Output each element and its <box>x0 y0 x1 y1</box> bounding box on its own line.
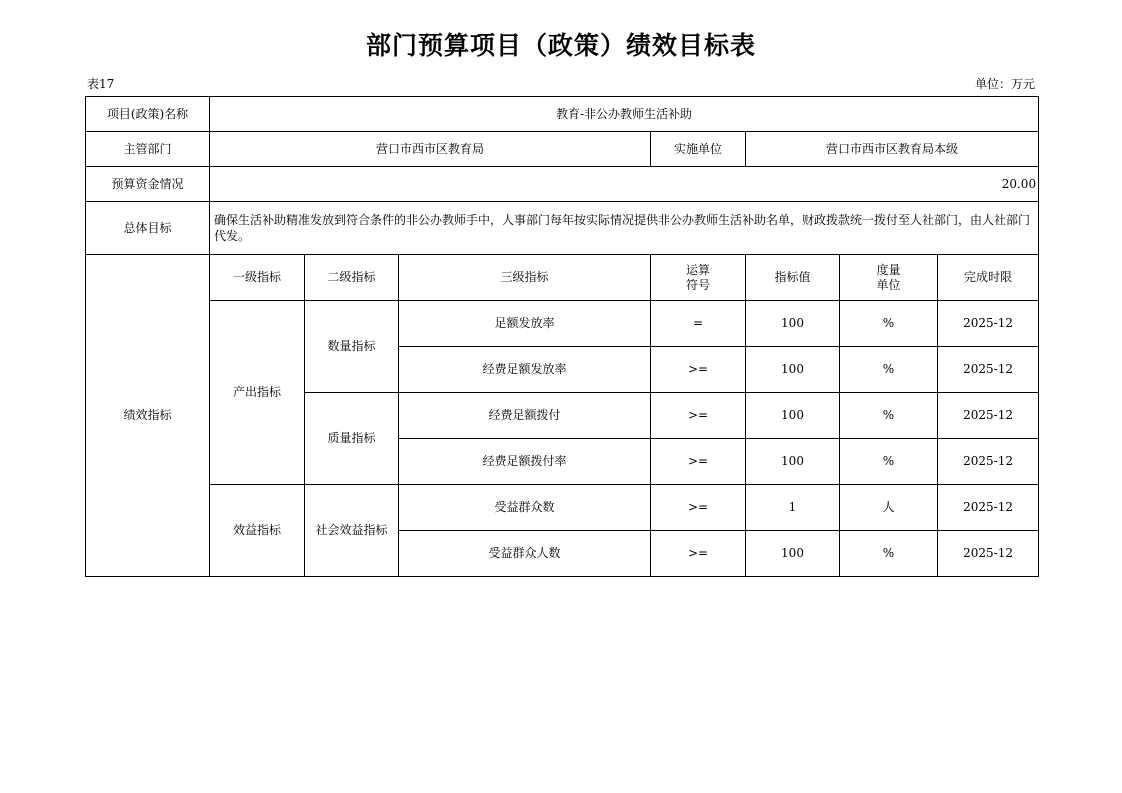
value-cell: 100 <box>746 393 840 439</box>
indicator-header-row <box>86 255 1039 301</box>
unit-label: 单位：万元 <box>974 77 1035 91</box>
operator-cell: >= <box>651 393 746 439</box>
budget-row <box>86 167 1039 202</box>
department-row <box>86 132 1039 167</box>
unit-cell: % <box>840 393 938 439</box>
deadline-cell: 2025-12 <box>938 393 1039 439</box>
performance-target-table <box>85 96 1039 577</box>
budget-value: 20.00 <box>210 167 1039 202</box>
deadline-cell: 2025-12 <box>938 301 1039 347</box>
value-cell: 100 <box>746 531 840 577</box>
implementing-unit-value: 营口市西市区教育局本级 <box>746 132 1039 167</box>
level3-cell: 受益群众数 <box>399 485 651 531</box>
deadline-cell: 2025-12 <box>938 439 1039 485</box>
unit-cell: % <box>840 531 938 577</box>
goal-row <box>86 202 1039 255</box>
performance-indicator-label: 绩效指标 <box>86 255 210 577</box>
deadline-cell: 2025-12 <box>938 347 1039 393</box>
level2-quantity: 数量指标 <box>305 301 399 393</box>
department-label: 主管部门 <box>86 132 210 167</box>
header-level2: 二级指标 <box>305 255 399 301</box>
value-cell: 100 <box>746 301 840 347</box>
table-row <box>86 301 1039 347</box>
department-value: 营口市西市区教育局 <box>210 132 651 167</box>
header-value: 指标值 <box>746 255 840 301</box>
deadline-cell: 2025-12 <box>938 531 1039 577</box>
header-unit: 度量 单位 <box>840 255 938 301</box>
header-deadline: 完成时限 <box>938 255 1039 301</box>
table-row <box>86 485 1039 531</box>
operator-cell: >= <box>651 485 746 531</box>
value-cell: 1 <box>746 485 840 531</box>
budget-label: 预算资金情况 <box>86 167 210 202</box>
level3-cell: 经费足额发放率 <box>399 347 651 393</box>
level3-cell: 经费足额拨付 <box>399 393 651 439</box>
level1-output: 产出指标 <box>210 301 305 485</box>
operator-cell: >= <box>651 531 746 577</box>
header-operator: 运算 符号 <box>651 255 746 301</box>
page-title: 部门预算项目（政策）绩效目标表 <box>365 31 756 60</box>
level3-cell: 经费足额拨付率 <box>399 439 651 485</box>
level3-cell: 足额发放率 <box>399 301 651 347</box>
header-level1: 一级指标 <box>210 255 305 301</box>
unit-cell: % <box>840 439 938 485</box>
project-name-value: 教育-非公办教师生活补助 <box>210 97 1039 132</box>
value-cell: 100 <box>746 439 840 485</box>
level2-social-benefit: 社会效益指标 <box>305 485 399 577</box>
value-cell: 100 <box>746 347 840 393</box>
overall-goal-text: 确保生活补助精准发放到符合条件的非公办教师手中，人事部门每年按实际情况提供非公办教师生活补助名单，财政拨款统一拨付至人社部门，由人社部门代发。 <box>210 202 1039 255</box>
operator-cell: >= <box>651 347 746 393</box>
header-level3: 三级指标 <box>399 255 651 301</box>
level1-benefit: 效益指标 <box>210 485 305 577</box>
implementing-unit-label: 实施单位 <box>651 132 746 167</box>
project-row <box>86 97 1039 132</box>
unit-cell: % <box>840 347 938 393</box>
operator-cell: >= <box>651 439 746 485</box>
overall-goal-label: 总体目标 <box>86 202 210 255</box>
unit-cell: 人 <box>840 485 938 531</box>
unit-cell: % <box>840 301 938 347</box>
deadline-cell: 2025-12 <box>938 485 1039 531</box>
table-number: 表17 <box>87 77 115 91</box>
level3-cell: 受益群众人数 <box>399 531 651 577</box>
level2-quality: 质量指标 <box>305 393 399 485</box>
project-name-label: 项目(政策)名称 <box>86 97 210 132</box>
operator-cell: = <box>651 301 746 347</box>
